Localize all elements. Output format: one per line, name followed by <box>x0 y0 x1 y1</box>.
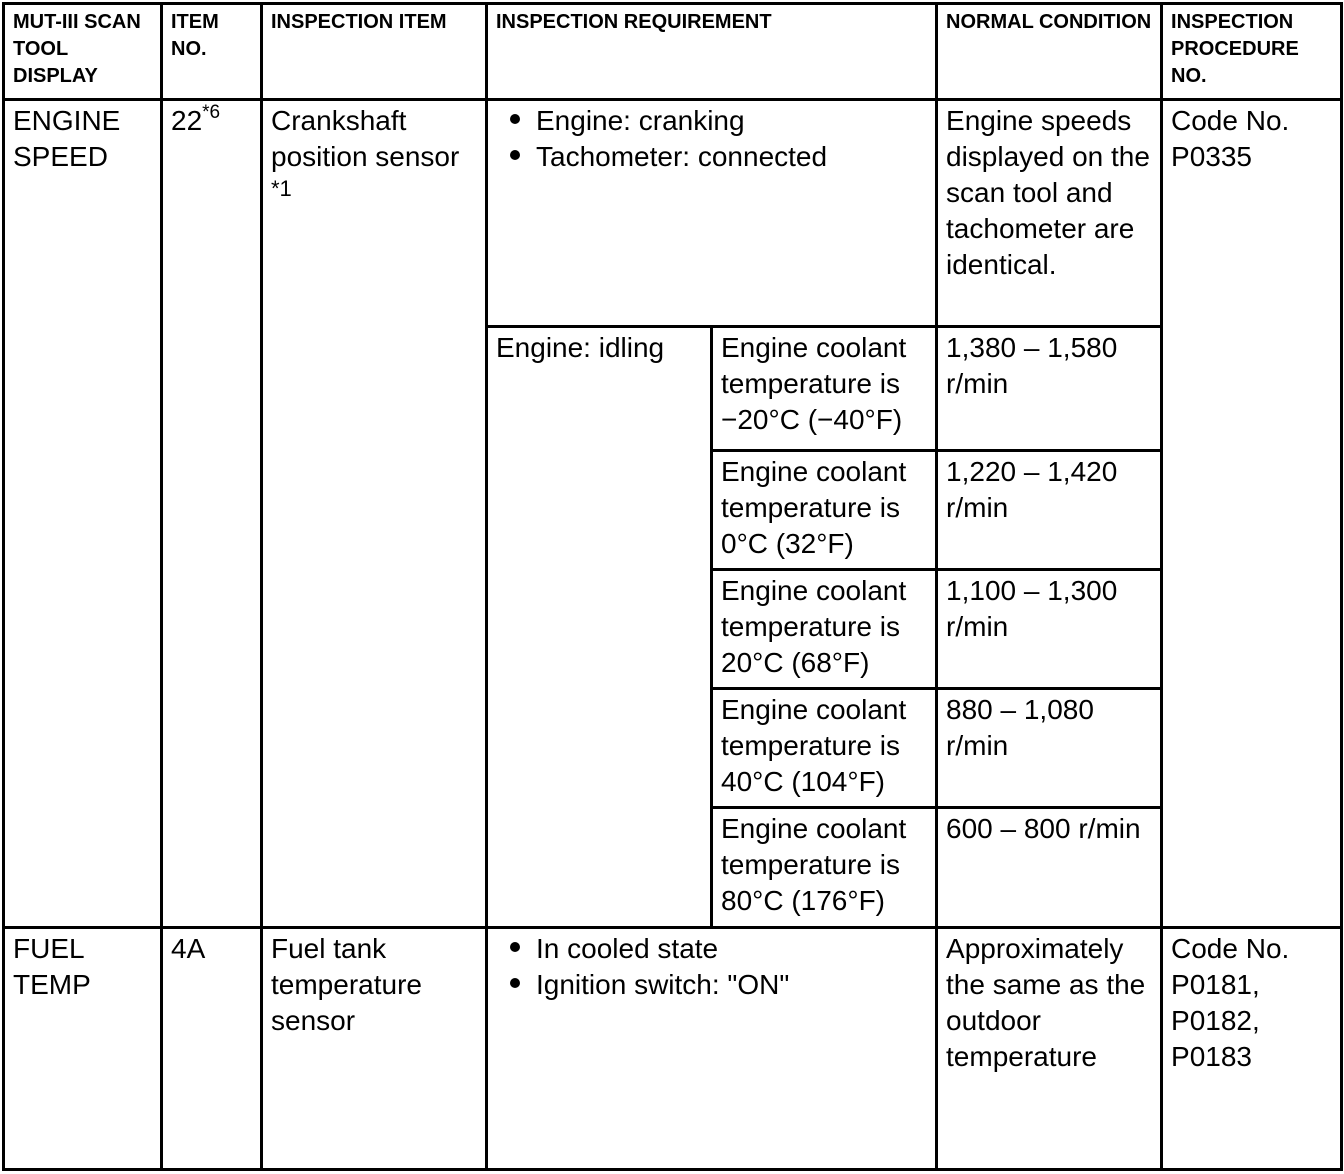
list-item <box>496 967 927 1003</box>
engine-speed-item-no <box>162 100 262 928</box>
fuel-temp-inspection-item: Fuel tank temperature sensor <box>262 928 487 1170</box>
header-display: MUT-III SCAN TOOL DISPLAY <box>4 4 162 100</box>
bullet-icon <box>510 150 520 160</box>
fuel-temp-procedure: Code No. P0181, P0182, P0183 <box>1162 928 1342 1170</box>
idle-speed-range: 1,220 – 1,420 r/min <box>937 451 1162 570</box>
fuel-temp-display: FUEL TEMP <box>4 928 162 1170</box>
inspection-item-text: Crankshaft position sensor <box>271 105 460 172</box>
bullet-icon <box>510 978 520 988</box>
inspection-item-footnote: *1 <box>271 176 292 201</box>
inspection-table <box>2 2 1343 1171</box>
coolant-condition: Engine coolant temperature is 80°C (176°F) <box>712 808 937 928</box>
bullet-icon <box>510 942 520 952</box>
item-no-footnote: *6 <box>202 102 221 123</box>
coolant-condition: Engine coolant temperature is 0°C (32°F) <box>712 451 937 570</box>
header-item-no: ITEM NO. <box>162 4 262 100</box>
header-inspection-item: INSPECTION ITEM <box>262 4 487 100</box>
requirement-list <box>496 103 927 175</box>
requirement-text: Tachometer: connected <box>536 141 828 172</box>
header-requirement: INSPECTION REQUIREMENT <box>487 4 937 100</box>
fuel-temp-normal-condition: Approximately the same as the outdoor temperature <box>937 928 1162 1170</box>
idle-speed-range: 600 – 800 r/min <box>937 808 1162 928</box>
item-no-value: 22 <box>171 105 203 136</box>
list-item <box>496 103 927 139</box>
requirement-list <box>496 931 927 1003</box>
engine-speed-procedure: Code No. P0335 <box>1162 100 1342 928</box>
header-procedure: INSPECTION PROCEDURE NO. <box>1162 4 1342 100</box>
idle-speed-range: 880 – 1,080 r/min <box>937 689 1162 808</box>
fuel-temp-item-no: 4A <box>162 928 262 1170</box>
list-item <box>496 139 927 175</box>
idle-speed-range: 1,380 – 1,580 r/min <box>937 327 1162 451</box>
coolant-condition: Engine coolant temperature is 20°C (68°F) <box>712 570 937 689</box>
idle-speed-range: 1,100 – 1,300 r/min <box>937 570 1162 689</box>
cranking-requirement <box>487 100 937 327</box>
header-row <box>4 4 1342 100</box>
idling-requirement: Engine: idling <box>487 327 712 928</box>
list-item <box>496 931 927 967</box>
engine-speed-inspection-item <box>262 100 487 928</box>
requirement-text: In cooled state <box>536 933 719 964</box>
bullet-icon <box>510 114 520 124</box>
coolant-condition: Engine coolant temperature is −20°C (−40°F) <box>712 327 937 451</box>
cranking-normal-condition: Engine speeds displayed on the scan tool and tachometer are identical. <box>937 100 1162 327</box>
table-row <box>4 100 1342 327</box>
header-normal-condition: NORMAL CONDITION <box>937 4 1162 100</box>
coolant-condition: Engine coolant temperature is 40°C (104°F) <box>712 689 937 808</box>
requirement-text: Engine: cranking <box>536 105 745 136</box>
engine-speed-display: ENGINE SPEED <box>4 100 162 928</box>
fuel-temp-requirement <box>487 928 937 1170</box>
table-row <box>4 928 1342 1170</box>
requirement-text: Ignition switch: "ON" <box>536 969 790 1000</box>
